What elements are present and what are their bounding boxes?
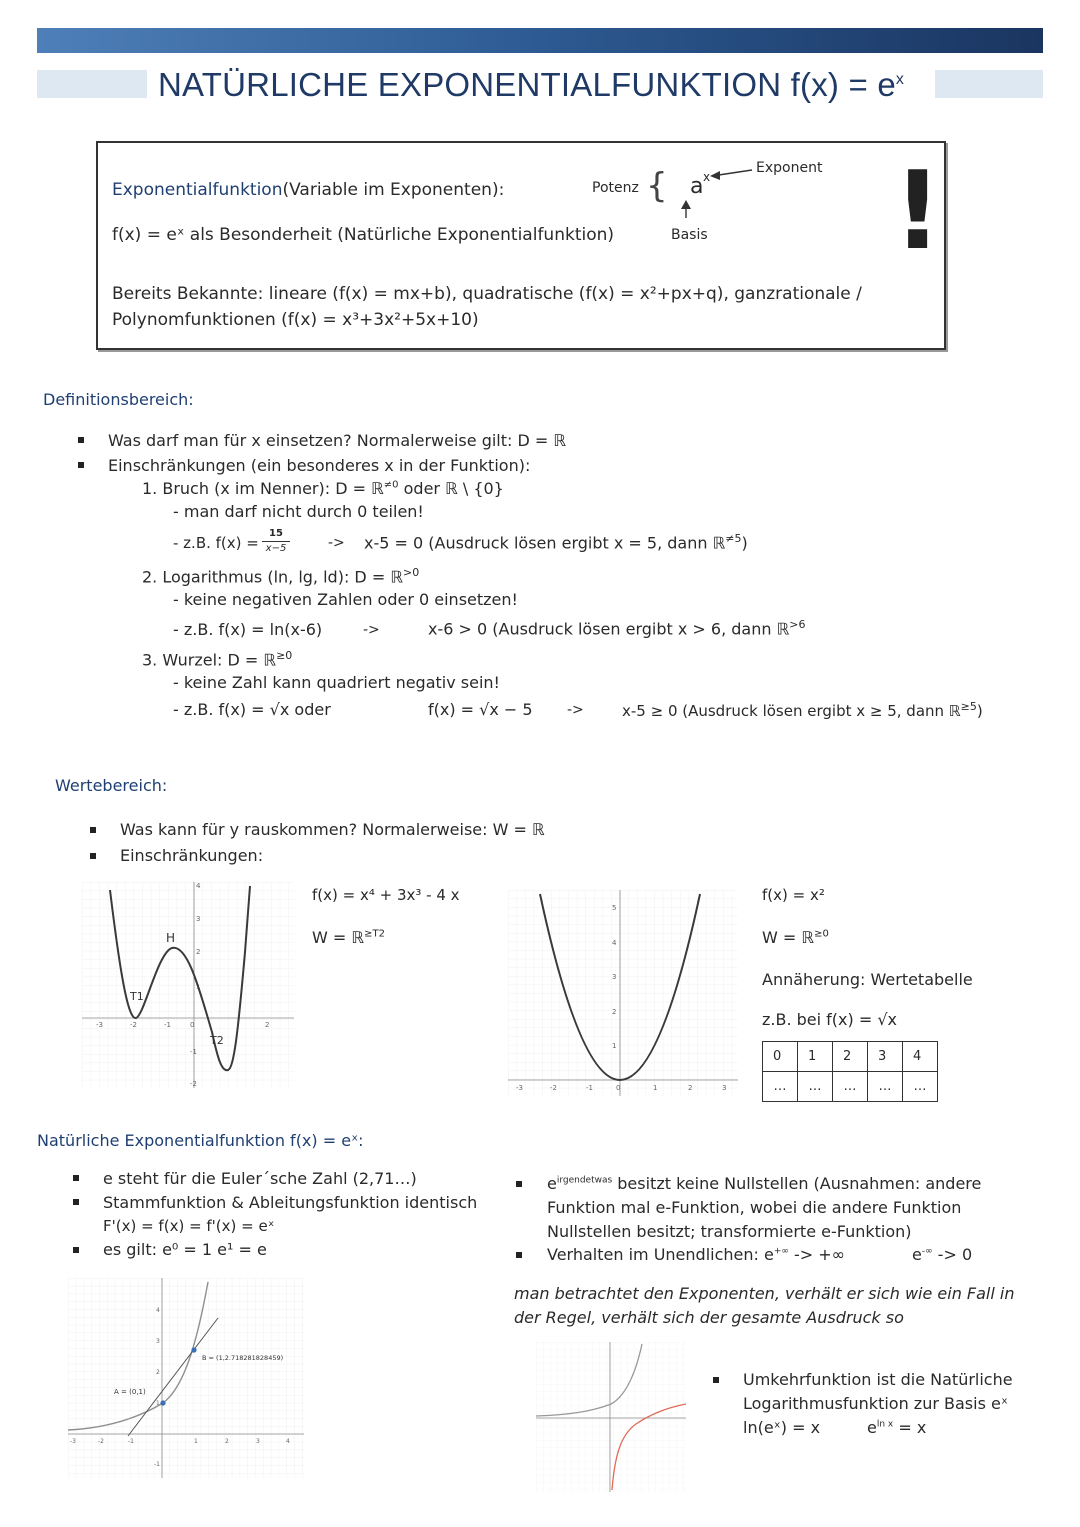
point-a-label: A = (0,1) [114, 1388, 146, 1396]
table-cell: 2 [833, 1042, 868, 1072]
nat-r1a [547, 1174, 981, 1193]
svg-text:1: 1 [156, 1400, 160, 1407]
svg-text:2: 2 [265, 1021, 270, 1029]
point-a-marker [160, 1400, 165, 1405]
bullet [73, 1199, 79, 1205]
nat-r2 [547, 1245, 845, 1264]
table-cell: 0 [763, 1042, 798, 1072]
def-i1b-sup: ≠5 [725, 532, 742, 545]
svg-text:-1: -1 [190, 1048, 197, 1056]
nat-r1-sup: irgendetwas [556, 1175, 613, 1186]
umkehr-line2: Logarithmusfunktion zur Basis eˣ [743, 1394, 1008, 1413]
def-i1b [364, 532, 748, 552]
fraction [262, 527, 290, 556]
svg-text:1: 1 [653, 1084, 658, 1092]
umkehr-e: e [867, 1418, 877, 1437]
title-decor-left [37, 70, 147, 98]
def-i1b-arrow: -> [328, 535, 345, 551]
def-i1b-end: ) [741, 533, 748, 553]
umkehr-end: = x [893, 1418, 927, 1437]
svg-text:-1: -1 [128, 1438, 134, 1445]
quartic-graph [82, 882, 294, 1088]
def-b1: Was darf man für x einsetzen? Normalerweise gilt: D = ℝ [108, 431, 567, 450]
definition-heading: Definitionsbereich: [43, 390, 194, 409]
brace: { [646, 166, 668, 206]
svg-text:1: 1 [196, 983, 201, 991]
nat-r1-e: e [547, 1174, 557, 1193]
nat-r1c: Funktion mal e-Funktion, wobei die andere Funktion [547, 1198, 962, 1217]
g1-w [312, 928, 385, 947]
bullet [78, 437, 84, 443]
def-i3a: - keine Zahl kann quadriert negativ sein! [173, 673, 500, 692]
def-i1a: - man darf nicht durch 0 teilen! [173, 502, 424, 521]
table-cell: 4 [903, 1042, 938, 1072]
svg-text:0: 0 [190, 1021, 195, 1029]
page-title-sup: x [895, 71, 905, 88]
point-b-label: B = (1,2.718281828459) [202, 1354, 284, 1362]
bullet [73, 1247, 79, 1253]
svg-text:-1: -1 [154, 1461, 160, 1468]
nat-r2b-end: -> 0 [932, 1245, 973, 1264]
parabola-graph [508, 890, 738, 1096]
def-i3b-mid: f(x) = √x − 5 [428, 700, 533, 719]
nat-b2: Stammfunktion & Ableitungsfunktion identisch [103, 1193, 478, 1212]
nat-r2-sup: +∞ [773, 1246, 789, 1257]
def-i3b-sup: ≥5 [960, 700, 977, 713]
bullet [73, 1175, 79, 1181]
point-b-marker [191, 1347, 196, 1352]
def-i1 [142, 479, 504, 498]
def-i2a: - keine negativen Zahlen oder 0 einsetzen! [173, 590, 518, 609]
umkehr-sup: ln x [876, 1419, 894, 1430]
note-line1: man betrachtet den Exponenten, verhält er sich wie ein Fall in [514, 1284, 1015, 1303]
svg-text:2: 2 [225, 1438, 229, 1445]
umkehr-line3a: ln(eˣ) = x [743, 1418, 821, 1437]
def-i2b-arrow: -> [363, 622, 380, 638]
svg-text:2: 2 [196, 948, 201, 956]
nat-r2b-sup: -∞ [921, 1246, 933, 1257]
bullet [516, 1181, 522, 1187]
umkehr-line3b [867, 1418, 926, 1437]
svg-text:5: 5 [612, 904, 617, 912]
range-b1: Was kann für y rauskommen? Normalerweise: W = ℝ [120, 820, 545, 839]
page-title-text: NATÜRLICHE EXPONENTIALFUNKTION f(x) = e [158, 66, 896, 103]
nat-r2b [912, 1245, 972, 1264]
nat-r2b-e: e [912, 1245, 922, 1264]
value-table [762, 1041, 938, 1102]
bullet [90, 827, 96, 833]
exclamation-mark: ! [893, 149, 943, 274]
svg-text:2: 2 [612, 1008, 617, 1016]
exp-graph [68, 1278, 304, 1478]
power-base: a [690, 174, 704, 199]
def-i3b-end: ) [976, 702, 983, 720]
bullet [516, 1252, 522, 1258]
umkehr-line1: Umkehrfunktion ist die Natürliche [743, 1370, 1013, 1389]
def-i2b-pre: - z.B. f(x) = ln(x-6) [173, 620, 323, 639]
def-i2b-sup: >6 [789, 618, 806, 631]
nat-b1: e steht für die Euler´sche Zahl (2,71…) [103, 1169, 417, 1188]
approx-label: Annäherung: Wertetabelle [762, 970, 973, 989]
g2-w [762, 928, 829, 947]
def-i2b [428, 618, 805, 638]
table-header-row [763, 1042, 938, 1072]
svg-text:3: 3 [722, 1084, 727, 1092]
def-i2-text: 2. Logarithmus (ln, lg, ld): D = ℝ [142, 567, 403, 587]
box-line1-rest: (Variable im Exponenten): [282, 180, 505, 200]
def-i1b-text: x-5 = 0 (Ausdruck lösen ergibt x = 5, dann ℝ [364, 533, 726, 553]
nat-r1d: Nullstellen besitzt; transformierte e-Funktion) [547, 1222, 912, 1241]
table-cell: … [763, 1072, 798, 1102]
def-b2: Einschränkungen (ein besonderes x in der Funktion): [108, 456, 531, 475]
range-heading: Wertebereich: [55, 776, 168, 795]
def-i3 [142, 649, 292, 669]
label-t2: T2 [210, 1034, 224, 1047]
table-value-row [763, 1072, 938, 1102]
g1-w-sup: ≥T2 [364, 928, 385, 940]
def-i3b [622, 700, 983, 720]
power-exp: x [703, 170, 711, 184]
def-i1-sup: ≠0 [383, 479, 399, 491]
table-cell: … [903, 1072, 938, 1102]
example-label: z.B. bei f(x) = √x [762, 1010, 897, 1029]
exp-ln-graph [536, 1342, 686, 1492]
bullet [90, 853, 96, 859]
table-cell: … [833, 1072, 868, 1102]
box-line4: Polynomfunktionen (f(x) = x³+3x²+5x+10) [112, 310, 479, 330]
nat-b3: es gilt: e⁰ = 1 e¹ = e [103, 1240, 267, 1259]
note-line2: der Regel, verhält sich der gesamte Ausdruck so [514, 1308, 904, 1327]
svg-text:-3: -3 [70, 1438, 76, 1445]
range-b2: Einschränkungen: [120, 846, 264, 865]
def-i3-sup: ≥0 [276, 649, 293, 662]
box-line1 [112, 180, 504, 200]
def-i3b-arrow: -> [567, 702, 584, 718]
label-h: H [166, 931, 176, 945]
bullet [713, 1377, 719, 1383]
table-cell: 1 [798, 1042, 833, 1072]
box-line1-strong: Exponentialfunktion [112, 180, 283, 200]
def-i2 [142, 566, 419, 586]
def-i3-text: 3. Wurzel: D = ℝ [142, 650, 277, 670]
svg-text:3: 3 [196, 915, 201, 923]
table-cell: … [798, 1072, 833, 1102]
svg-text:0: 0 [616, 1084, 621, 1092]
svg-text:4: 4 [196, 882, 201, 890]
svg-text:-2: -2 [550, 1084, 557, 1092]
box-line2: f(x) = eˣ als Besonderheit (Natürliche Exponentialfunktion) [112, 225, 615, 245]
bullet [78, 462, 84, 468]
svg-text:-2: -2 [190, 1080, 197, 1088]
g2-w-text: W = ℝ [762, 928, 815, 947]
svg-text:-2: -2 [130, 1021, 137, 1029]
basis-label: Basis [671, 227, 708, 243]
fraction-denominator: x−5 [265, 543, 287, 554]
table-cell: 3 [868, 1042, 903, 1072]
natural-heading: Natürliche Exponentialfunktion f(x) = eˣ: [37, 1131, 364, 1150]
label-t1: T1 [130, 990, 144, 1003]
svg-text:1: 1 [194, 1438, 198, 1445]
box-line3: Bereits Bekannte: lineare (f(x) = mx+b), quadratische (f(x) = x²+px+q), ganzrationale / [112, 284, 862, 304]
def-i2b-text: x-6 > 0 (Ausdruck lösen ergibt x > 6, dann ℝ [428, 619, 790, 639]
page-title [158, 66, 904, 104]
g1-func: f(x) = x⁴ + 3x³ - 4 x [312, 886, 460, 904]
def-i1-text: 1. Bruch (x im Nenner): D = ℝ [142, 479, 384, 498]
g1-w-text: W = ℝ [312, 928, 365, 947]
nat-r2-e: Verhalten im Unendlichen: e [547, 1245, 774, 1264]
nat-r2-mid: -> +∞ [788, 1245, 845, 1264]
svg-text:3: 3 [156, 1338, 160, 1345]
svg-text:-3: -3 [516, 1084, 523, 1092]
def-i3b-pre: - z.B. f(x) = √x oder [173, 700, 331, 719]
svg-text:-1: -1 [164, 1021, 171, 1029]
svg-text:4: 4 [612, 939, 617, 947]
potenz-label: Potenz [592, 180, 639, 196]
svg-text:2: 2 [688, 1084, 693, 1092]
nat-r1-text: besitzt keine Nullstellen (Ausnahmen: andere [612, 1174, 982, 1193]
svg-text:-2: -2 [98, 1438, 104, 1445]
def-i3b-text: x-5 ≥ 0 (Ausdruck lösen ergibt x ≥ 5, dann ℝ [622, 702, 961, 720]
svg-text:3: 3 [256, 1438, 260, 1445]
svg-text:4: 4 [156, 1307, 160, 1314]
def-i1b-pre: - z.B. f(x) = [173, 534, 259, 552]
g2-func: f(x) = x² [762, 886, 825, 904]
g2-w-sup: ≥0 [814, 928, 829, 940]
fraction-numerator: 15 [262, 527, 290, 542]
svg-text:2: 2 [156, 1369, 160, 1376]
svg-text:1: 1 [612, 1042, 617, 1050]
exponent-label: Exponent [756, 160, 823, 176]
nat-b2b: F'(x) = f(x) = f'(x) = eˣ [103, 1217, 275, 1235]
def-i2-sup: >0 [402, 566, 420, 579]
top-banner [37, 28, 1043, 53]
def-i1-tail: oder ℝ \ {0} [398, 479, 504, 498]
svg-text:4: 4 [286, 1438, 290, 1445]
svg-text:3: 3 [612, 973, 617, 981]
svg-text:-3: -3 [96, 1021, 103, 1029]
table-cell: … [868, 1072, 903, 1102]
title-decor-right [935, 70, 1043, 98]
svg-text:-1: -1 [586, 1084, 593, 1092]
